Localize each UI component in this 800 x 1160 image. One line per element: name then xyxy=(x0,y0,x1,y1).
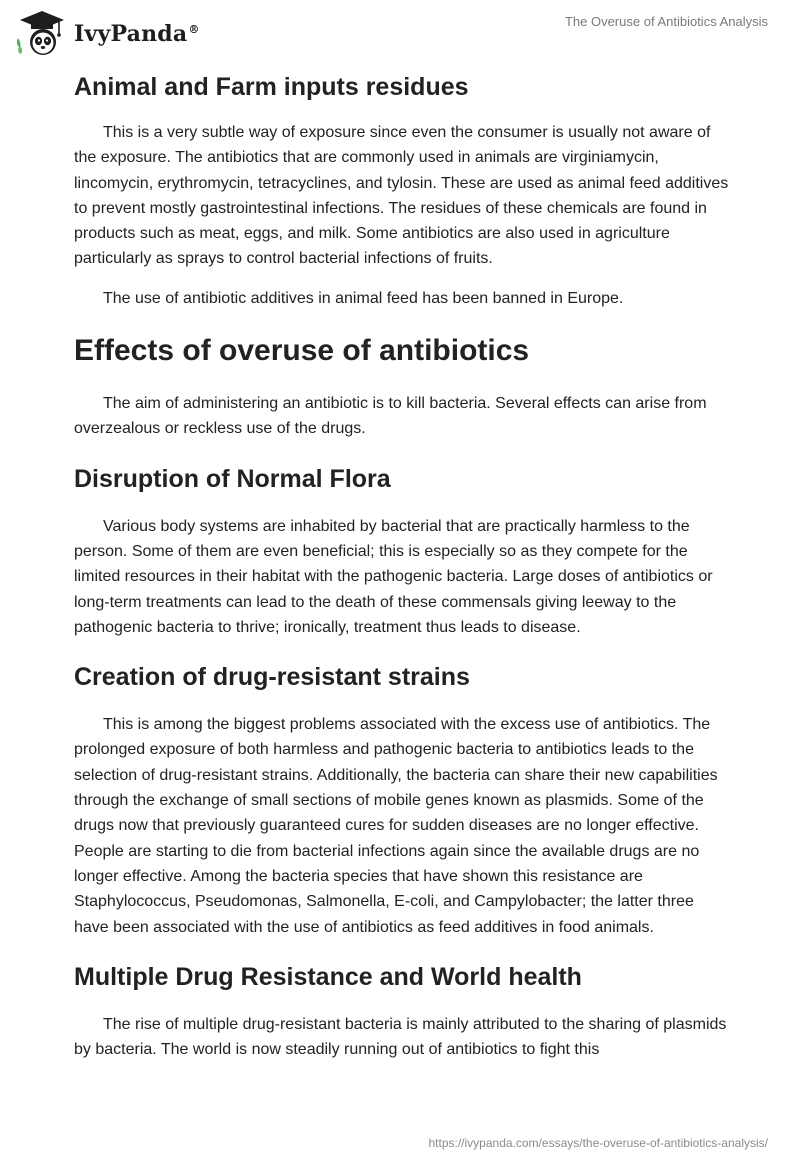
paragraph-multiple-drug-resistance-1: The rise of multiple drug-resistant bacteria is mainly attributed to the sharing of plasmids by bacteria. The world is now steadily running out of antibiotics to fight this xyxy=(74,1015,727,1059)
essay-content xyxy=(74,70,730,1062)
page-source-url[interactable]: https://ivypanda.com/essays/the-overuse-of-antibiotics-analysis/ xyxy=(428,1136,768,1150)
panda-graduate-icon xyxy=(14,8,70,56)
section-heading-farm-residues: Animal and Farm inputs residues xyxy=(74,73,469,101)
section-heading-effects: Effects of overuse of antibiotics xyxy=(74,334,530,368)
section-heading-multiple-drug-resistance: Multiple Drug Resistance and World health xyxy=(74,962,582,991)
section-heading-normal-flora: Disruption of Normal Flora xyxy=(74,464,391,493)
paragraph-resistant-strains-1: This is among the biggest problems associated with the excess use of antibiotics. The prolonged exposure of both harmless and pathogenic bacteria to antibiotics leads to the selection of drug-resistant strains. Additionally, the bacteria can share their new capabilities through the exchange of small sections of mobile genes known as plasmids. Some of the drugs now that previously guaranteed cures for sudden diseases are no longer effective. People are starting to die from bacterial infections again since the available drugs are no longer effective. Among the bacteria species that have shown this resistance are Staphylococcus, Pseudomonas, Salmonella, E-coli, and Campylobacter; the latter three have been associated with the use of antibiotics as feed additives in food animals. xyxy=(74,716,718,936)
paragraph-farm-residues-2: The use of antibiotic additives in animal feed has been banned in Europe. xyxy=(103,289,624,307)
paragraph-normal-flora-1: Various body systems are inhabited by bacterial that are practically harmless to the person. Some of them are even beneficial; this is especially so as they compete for the limited resources in their habitat with the pathogenic bacteria. Large doses of antibiotics or long-term treatments can lead to the death of these commensals giving leeway to the pathogenic bacteria to thrive; ironically, treatment thus leads to disease. xyxy=(74,517,713,636)
section-heading-resistant-strains: Creation of drug-resistant strains xyxy=(74,663,470,692)
logo-text: IvyPanda® xyxy=(74,21,200,47)
document-title: The Overuse of Antibiotics Analysis xyxy=(564,14,768,29)
site-logo[interactable] xyxy=(14,8,200,56)
registered-mark: ® xyxy=(188,22,200,36)
paragraph-farm-residues-1: This is a very subtle way of exposure since even the consumer is usually not aware of the exposure. The antibiotics that are commonly used in animals are virginiamycin, lincomycin, erythromycin, tetracyclines, and tylosin. These are used as animal feed additives to prevent mostly gastrointestinal infections. The residues of these chemicals are found in products such as meat, eggs, and milk. Some antibiotics are also used in agriculture particularly as sprays to control bacterial infections of fruits. xyxy=(74,124,729,268)
page-header xyxy=(0,0,800,60)
paragraph-effects-1: The aim of administering an antibiotic is to kill bacteria. Several effects can arise from overzealous or reckless use of the drugs. xyxy=(74,395,707,438)
